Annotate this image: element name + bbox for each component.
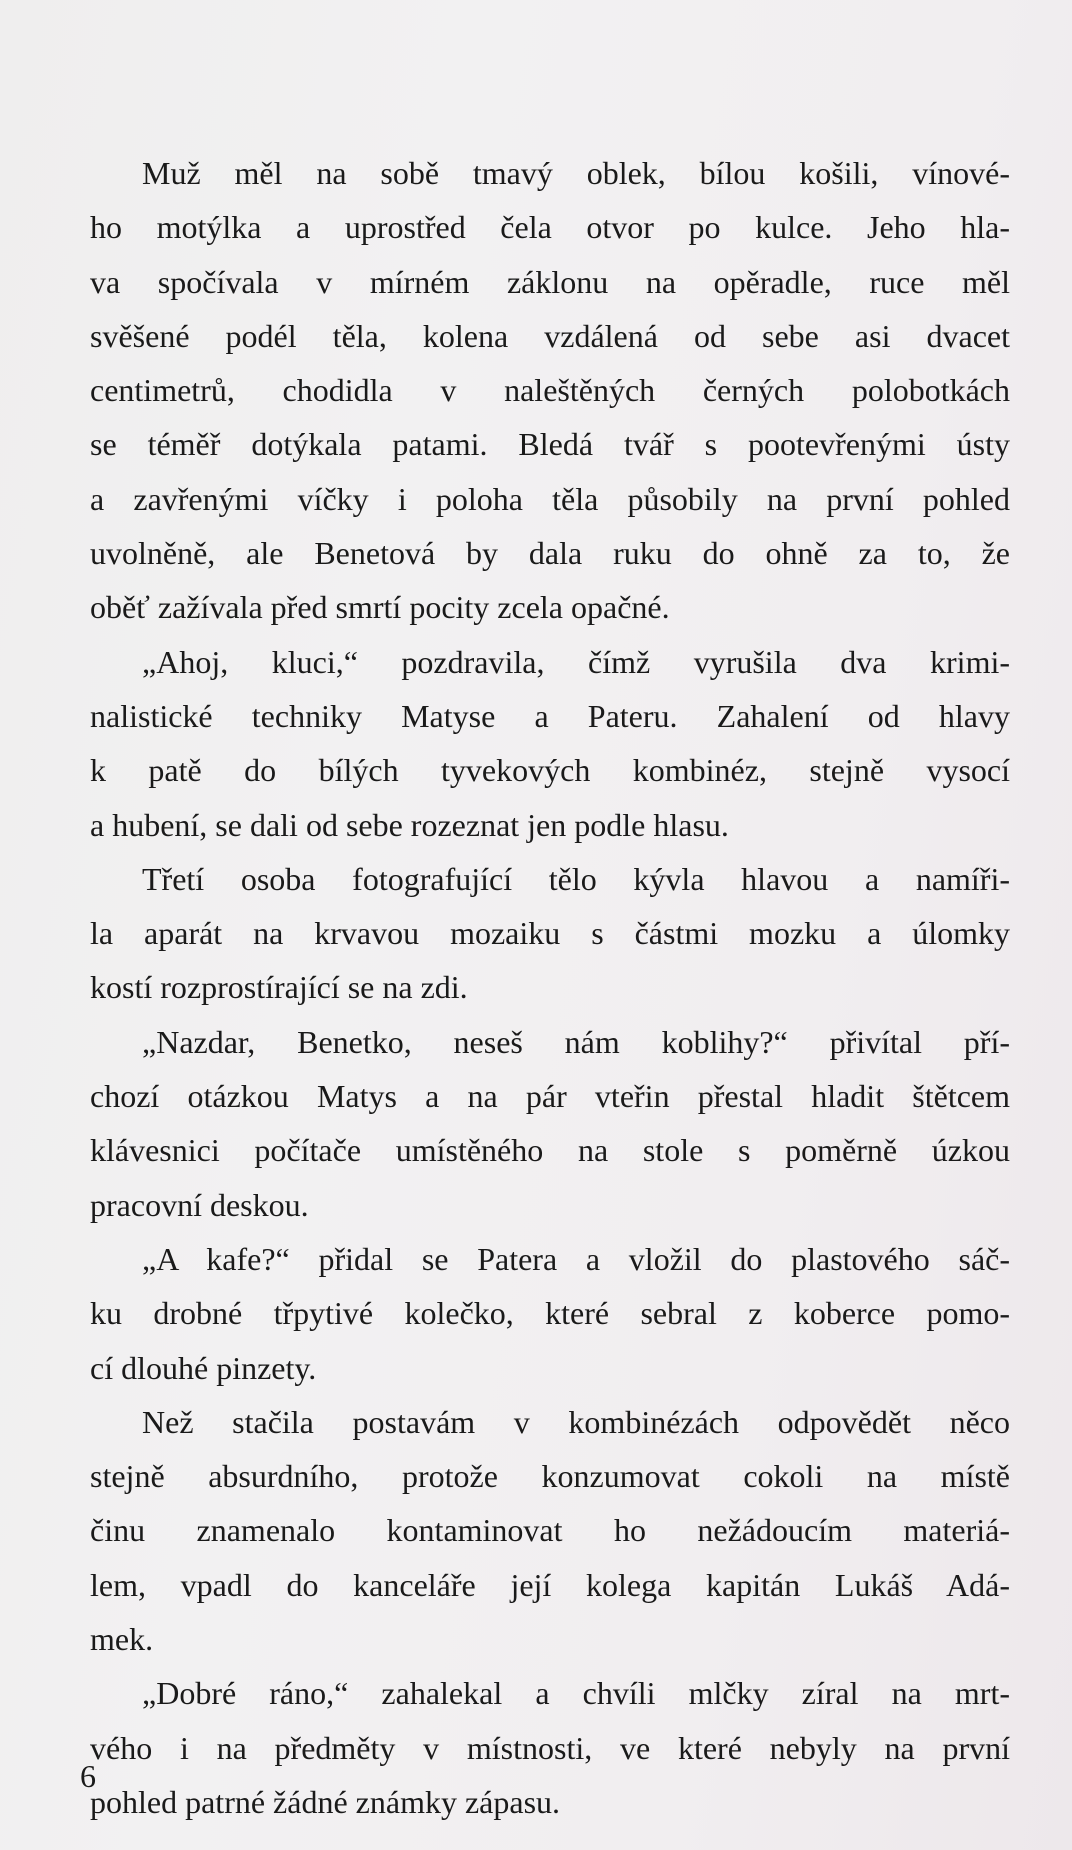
text-line: „Dobré ráno,“ zahalekal a chvíli mlčky zíral na mrt- [142,1675,1010,1712]
page-number: 6 [80,1758,96,1794]
text-line: vého i na předměty v místnosti, ve které nebyly na první [90,1729,1010,1766]
text-line: pohled patrné žádné známky zápasu. [90,1783,561,1820]
text-line: nalistické techniky Matyse a Pateru. Zahalení od hlavy [90,697,1010,734]
text-line: mek. [90,1621,154,1658]
body-text [90,146,1010,1829]
text-line: se téměř dotýkala patami. Bledá tvář s pootevřenými ústy [90,426,1010,463]
text-line: „A kafe?“ přidal se Patera a vložil do plastového sáč- [142,1240,1010,1277]
text-line: „Nazdar, Benetko, neseš nám koblihy?“ přivítal pří- [142,1023,1010,1060]
text-line: kostí rozprostírající se na zdi. [90,969,468,1006]
text-line: stejně absurdního, protože konzumovat cokoli na místě [90,1458,1010,1495]
text-line: Třetí osoba fotografující tělo kývla hlavou a namíři- [142,860,1010,897]
text-line: cí dlouhé pinzety. [90,1349,317,1386]
text-line: klávesnici počítače umístěného na stole s poměrně úzkou [90,1132,1010,1169]
text-line: k patě do bílých tyvekových kombinéz, stejně vysocí [90,752,1010,789]
text-line: centimetrů, chodidla v naleštěných černých polobotkách [90,372,1010,409]
text-line: pracovní deskou. [90,1186,309,1223]
text-line: va spočívala v mírném záklonu na opěradle, ruce měl [90,263,1010,300]
text-line: ho motýlka a uprostřed čela otvor po kulce. Jeho hla- [90,209,1010,246]
text-line: činu znamenalo kontaminovat ho nežádoucím materiá- [90,1512,1010,1549]
text-line: a zavřenými víčky i poloha těla působily na první pohled [90,480,1010,517]
text-line: chozí otázkou Matys a na pár vteřin přestal hladit štětcem [90,1078,1010,1115]
text-line: ku drobné třpytivé kolečko, které sebral z koberce pomo- [90,1295,1010,1332]
text-line: la aparát na krvavou mozaiku s částmi mozku a úlomky [90,915,1010,952]
text-line: „Ahoj, kluci,“ pozdravila, čímž vyrušila dva krimi- [142,643,1010,680]
text-line: Muž měl na sobě tmavý oblek, bílou košili, vínové- [142,155,1010,191]
text-line: lem, vpadl do kanceláře její kolega kapitán Lukáš Adá- [90,1566,1010,1603]
text-line: svěšené podél těla, kolena vzdálená od sebe asi dvacet [90,317,1010,354]
text-line: a hubení, se dali od sebe rozeznat jen podle hlasu. [90,806,729,843]
text-line: Než stačila postavám v kombinézách odpovědět něco [142,1403,1010,1440]
text-line: oběť zažívala před smrtí pocity zcela opačné. [90,589,670,626]
text-line: uvolněně, ale Benetová by dala ruku do ohně za to, že [90,535,1010,572]
